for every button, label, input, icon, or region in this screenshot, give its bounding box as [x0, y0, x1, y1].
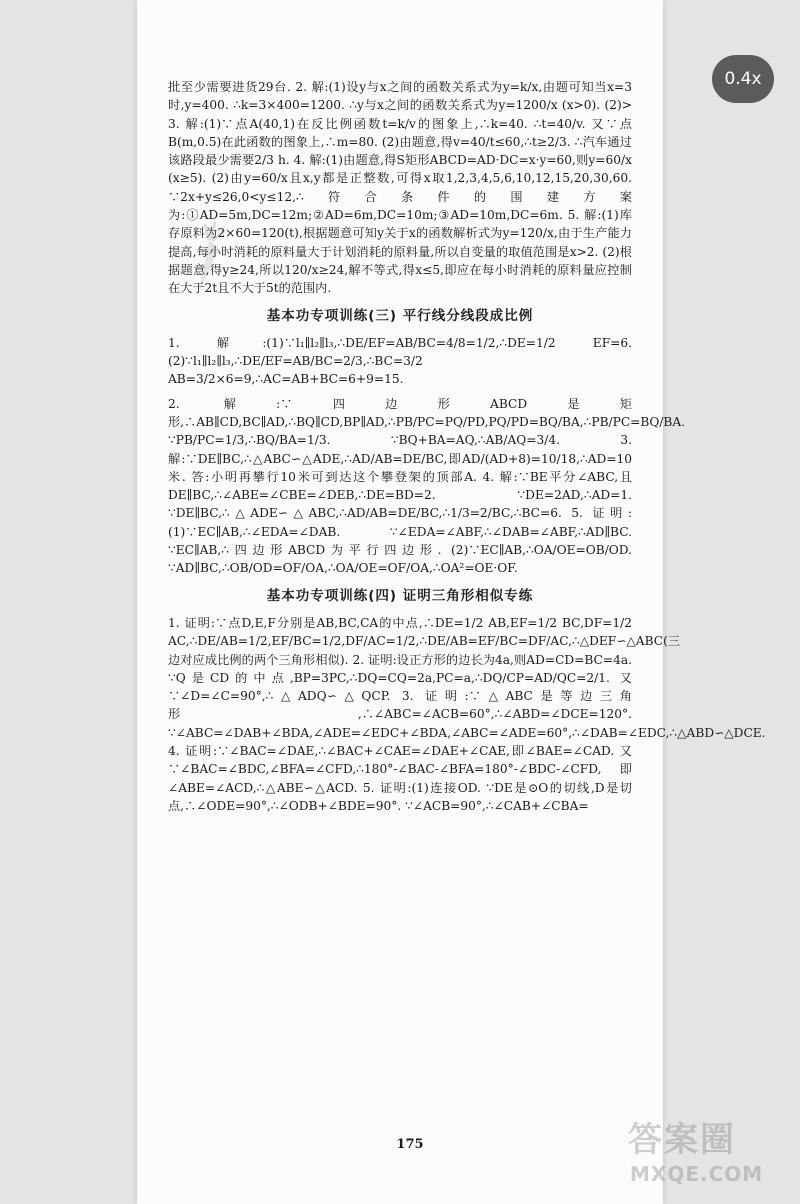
answer-paragraph: 1. 证明:∵点D,E,F分别是AB,BC,CA的中点,∴DE=1/2 AB,EF=1/2 BC,DF=1/2 AC,∴DE/AB=1/2,EF/BC=1/2,DF/AC=1/2,∴DE/AB=EF/BC=DF/AC,∴△DEF∽△ABC(三边对应成比例的两个三角形相似). 2. 证明:设正方形的边长为4a,则AD=CD=BC=4a. ∵Q是CD的中点,BP=3PC,∴DQ=CQ=2a,PC=a,∴DQ/CP=AD/QC=2/1. 又∵∠D=∠C=90°,∴△ADQ∽△QCP. 3. 证明:∵△ABC是等边三角形,∴∠ABC=∠ACB=60°,∴∠ABD=∠DCE=120°. ∵∠ABC=∠DAB+∠BDA,∠ADE=∠EDC+∠BDA,∠ABC=∠ADE=60°,∴∠DAB=∠EDC,∴△ABD∽△DCE. 4. 证明:∵∠BAC=∠DAE,∴∠BAC+∠CAE=∠DAE+∠CAE,即∠BAE=∠CAD. 又∵∠BAC=∠BDC,∠BFA=∠CFD,∴180°-∠BAC-∠BFA=180°-∠BDC-∠CFD,即∠ABE=∠ACD,∴△ABE∽△ACD. 5. 证明:(1)连接OD. ∵DE是⊙O的切线,D是切点,∴∠ODE=90°,∴∠ODB+∠BDE=90°. ∵∠ACB=90°,∴∠CAB+∠CBA=: [168, 615, 766, 813]
watermark-url: MXQE.COM: [630, 1162, 764, 1186]
section-heading-3: 基本功专项训练(三) 平行线分线段成比例: [266, 307, 534, 324]
answer-paragraph: 批至少需要进货29台. 2. 解:(1)设y与x之间的函数关系式为y=k/x,由题可知当x=3时,y=400. ∴k=3×400=1200. ∴y与x之间的函数关系式为y=1200/x (x>0). (2)> 3. 解:(1)∵点A(40,1)在反比例函数t=k/v的图象上,∴k=40. ∴t=40/v. 又∵点B(m,0.5)在此函数的图象上,∴m=80. (2)由题意,得v=40/t≤60,∴t≥2/3. ∴汽车通过该路段最少需要2/3 h. 4. 解:(1)由题意,得S矩形ABCD=AD·DC=x·y=60,则y=60/x (x≥5). (2)由y=60/x且x,y都是正整数,可得x取1,2,3,4,5,6,10,12,15,20,30,60. ∵2x+y≤26,0<y≤12,∴符合条件的围建方案为:①AD=5m,DC=12m;②AD=6m,DC=10m;③AD=10m,DC=6m. 5. 解:(1)库存原料为2×60=120(t),根据题意可知y关于x的函数解析式为y=120/x,由于生产能力提高,每小时消耗的原料量大于计划消耗的原料量,所以自变量的取值范围是x>2. (2)根据题意,得y≥24,所以120/x≥24,解不等式,得x≤5,即应在每小时消耗的原料量应控制在大于2t且不大于5t的范围内.: [168, 80, 632, 296]
playback-speed-badge[interactable]: [712, 55, 774, 103]
section-heading-4: 基本功专项训练(四) 证明三角形相似专练: [266, 587, 534, 604]
watermark-logo-text: 答案圈: [628, 1120, 736, 1160]
page-number: 175: [396, 1137, 424, 1152]
site-watermark: [618, 1108, 778, 1198]
answer-paragraph: 2. 解:∵四边形ABCD是矩形,∴AB∥CD,BC∥AD,∴BQ∥CD,BP∥AD,∴PB/PC=PQ/PD,PQ/PD=BQ/BA,∴PB/PC=BQ/BA. ∵PB/PC=1/3,∴BQ/BA=1/3. ∵BQ+BA=AQ,∴AB/AQ=3/4. 3. 解:∵DE∥BC,∴△ABC∽△ADE,∴AD/AB=DE/BC,即AD/(AD+8)=10/18,∴AD=10米. 答:小明再攀行10米可到达这个攀登架的顶部A. 4. 解:∵BE平分∠ABC,且DE∥BC,∴∠ABE=∠CBE=∠DEB,∴DE=BD=2. ∵DE=2AD,∴AD=1. ∵DE∥BC,∴△ADE∽△ABC,∴AD/AB=DE/BC,∴1/3=2/BC,∴BC=6. 5. 证明:(1)∵EC∥AB,∴∠EDA=∠DAB. ∵∠EDA=∠ABF,∴∠DAB=∠ABF,∴AD∥BC. ∵EC∥AB,∴四边形ABCD为平行四边形. (2)∵EC∥AB,∴OA/OE=OB/OD. ∵AD∥BC,∴OB/OD=OF/OA,∴OA/OE=OF/OA,∴OA²=OE·OF.: [168, 396, 686, 576]
playback-speed-label: 0.4x: [724, 69, 762, 89]
answer-paragraph: 1. 解:(1)∵l₁∥l₂∥l₃,∴DE/EF=AB/BC=4/8=1/2,∴DE=1/2 EF=6. (2)∵l₁∥l₂∥l₃,∴DE/EF=AB/BC=2/3,∴BC=3/2 AB=3/2×6=9,∴AC=AB+BC=6+9=15.: [168, 335, 632, 387]
